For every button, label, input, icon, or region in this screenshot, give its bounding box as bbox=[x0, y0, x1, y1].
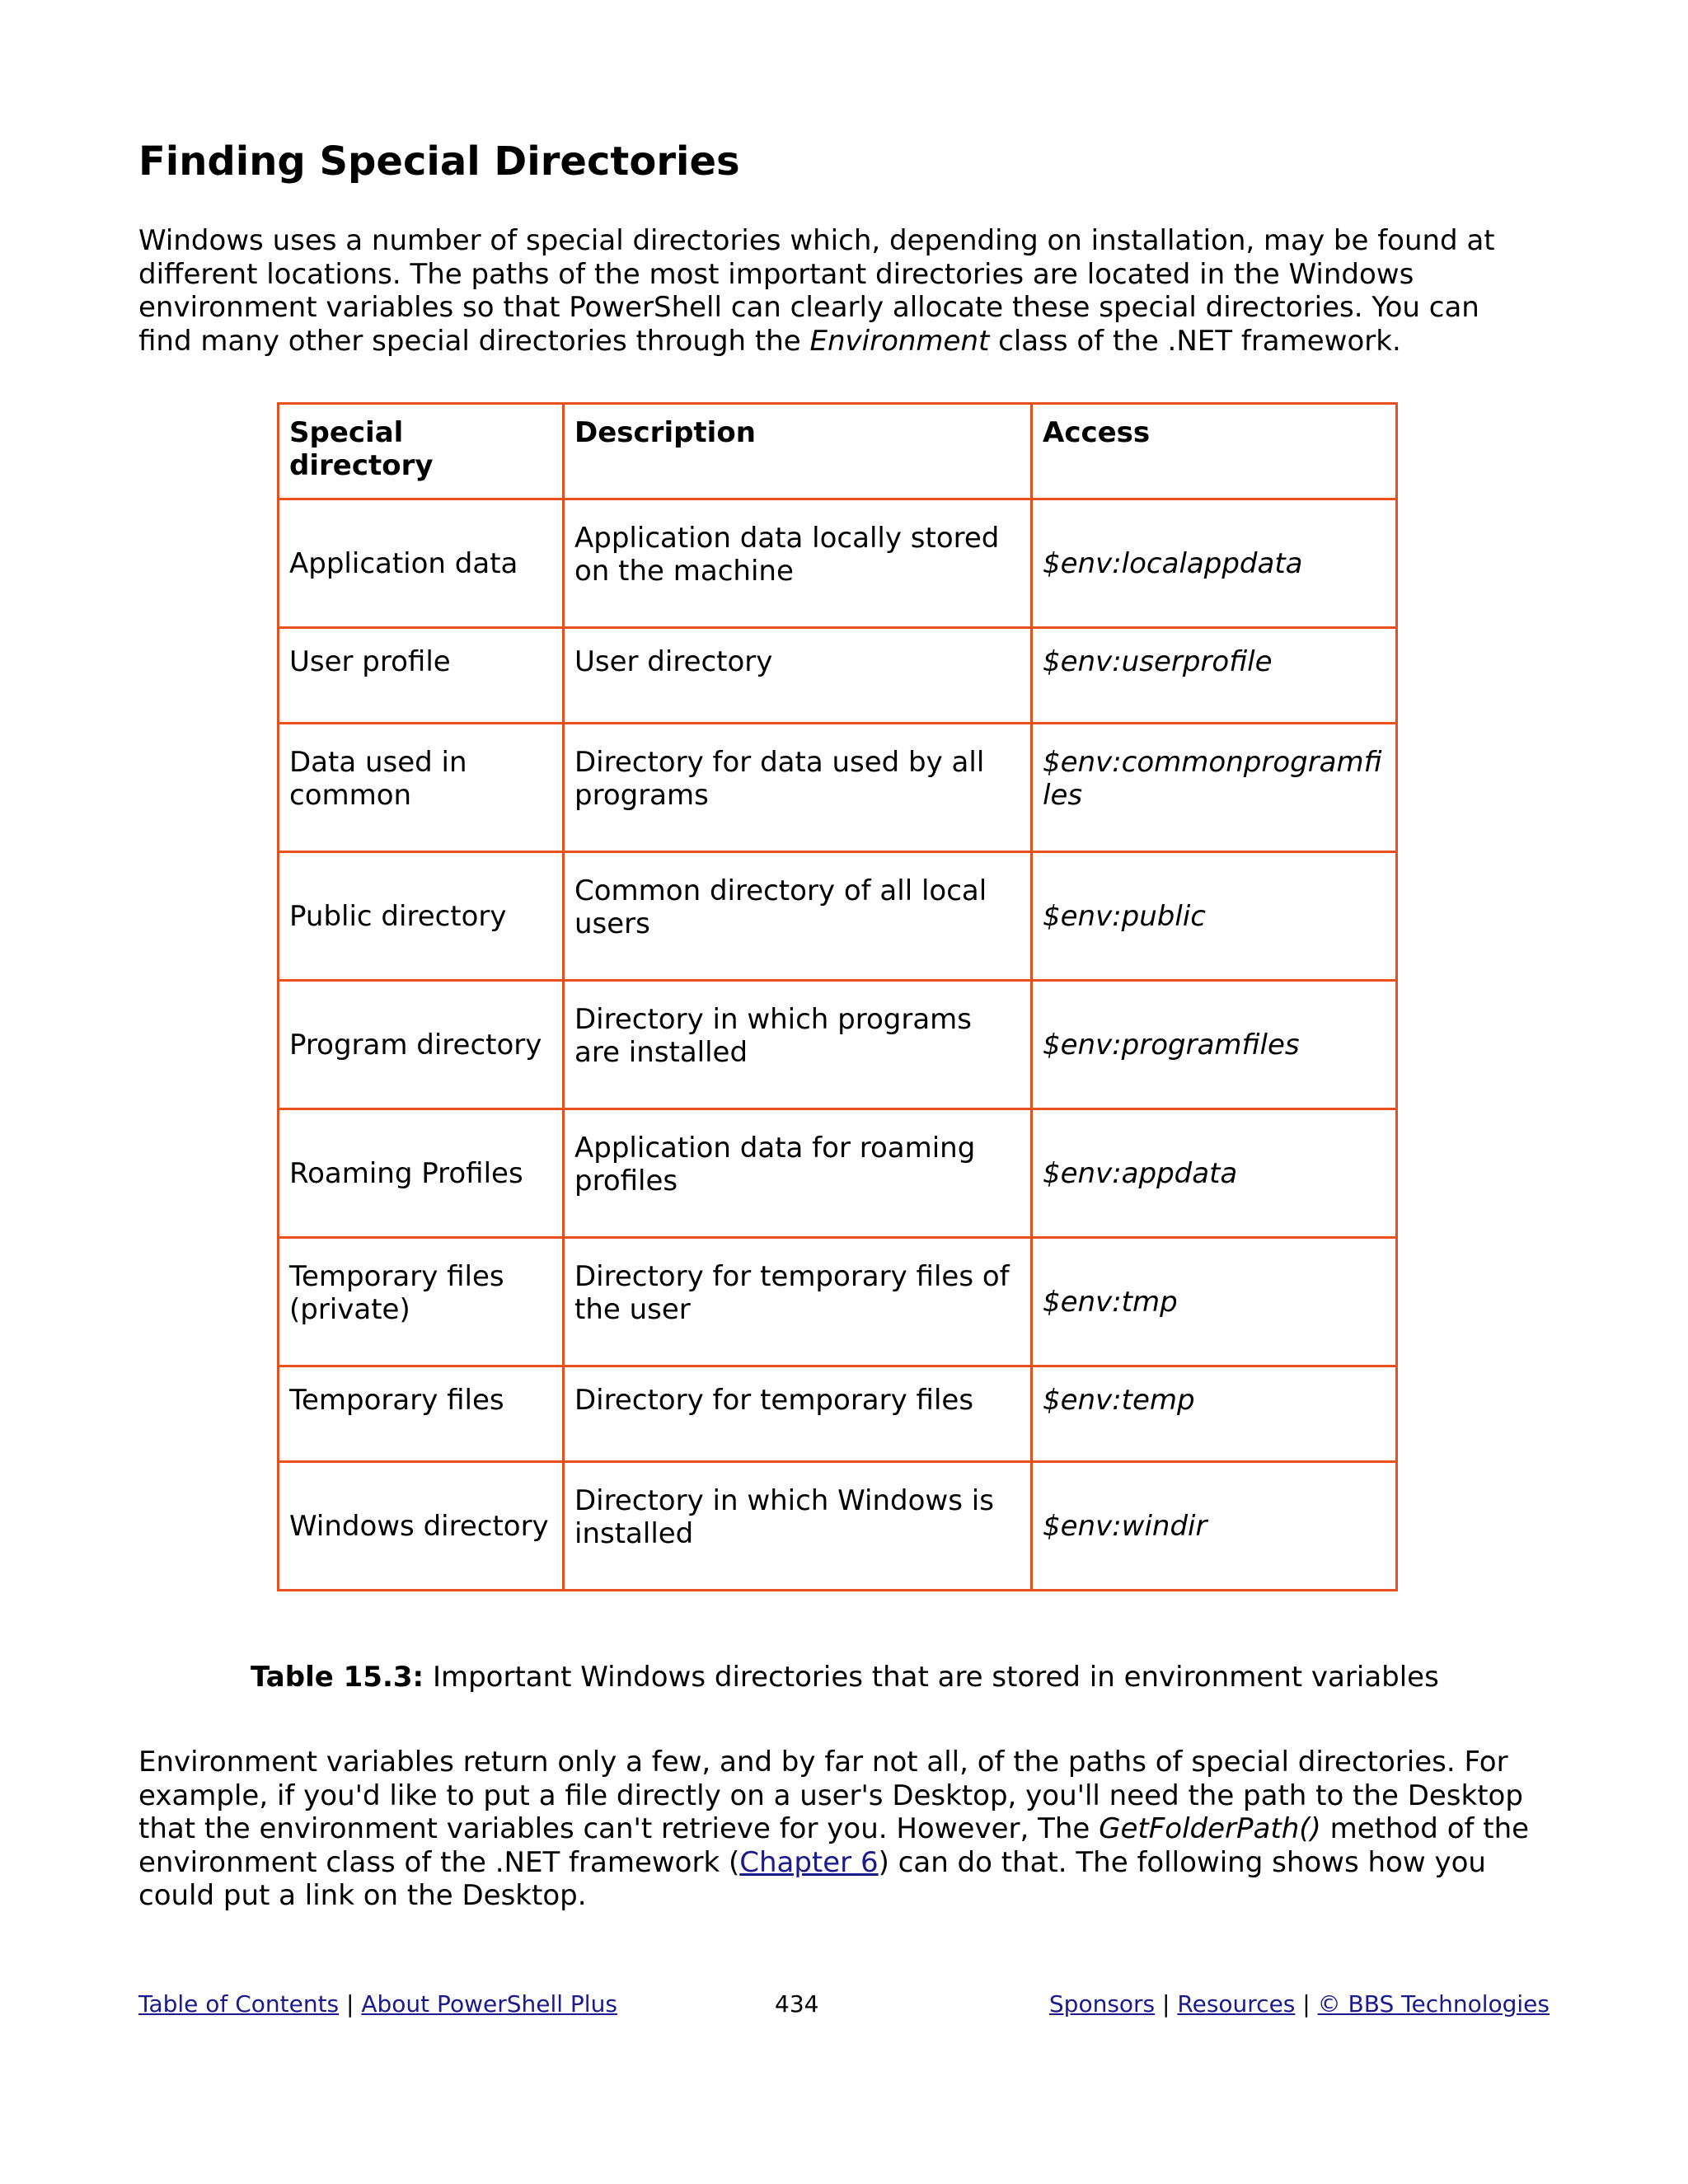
cell-description: Directory for temporary files of the user bbox=[564, 1238, 1032, 1366]
cell-access: $env:commonprogramfiles bbox=[1032, 724, 1397, 852]
intro-text-2: class of the .NET framework. bbox=[989, 324, 1401, 358]
outro-text-2: method of the environment class of the .NET framework ( bbox=[138, 1812, 1530, 1879]
outro-text-3: ) can do that. The following shows how you could put a link on the Desktop. bbox=[138, 1845, 1486, 1912]
cell-description: Directory in which Windows is installed bbox=[564, 1462, 1032, 1591]
cell-directory: Roaming Profiles bbox=[279, 1109, 564, 1238]
table-row bbox=[279, 628, 1397, 724]
cell-access: $env:userprofile bbox=[1032, 628, 1397, 724]
header-access: Access bbox=[1032, 404, 1397, 499]
cell-directory: Program directory bbox=[279, 981, 564, 1109]
footer-left-links bbox=[138, 1990, 617, 2019]
cell-directory: Temporary files (private) bbox=[279, 1238, 564, 1366]
table-caption bbox=[251, 1661, 1439, 1694]
footer-right-links bbox=[1049, 1990, 1550, 2019]
table-row bbox=[279, 1109, 1397, 1238]
caption-text: Important Windows directories that are stored in environment variables bbox=[424, 1661, 1439, 1694]
outro-paragraph bbox=[138, 1746, 1540, 1913]
resources-link[interactable]: Resources bbox=[1177, 1990, 1296, 2018]
cell-description: Directory for temporary files bbox=[564, 1366, 1032, 1462]
cell-access: $env:temp bbox=[1032, 1366, 1397, 1462]
table-row bbox=[279, 1366, 1397, 1462]
cell-description: User directory bbox=[564, 628, 1032, 724]
table-row bbox=[279, 1462, 1397, 1591]
cell-access: $env:windir bbox=[1032, 1462, 1397, 1591]
cell-directory: User profile bbox=[279, 628, 564, 724]
cell-directory: Public directory bbox=[279, 852, 564, 981]
page-title: Finding Special Directories bbox=[138, 138, 740, 185]
intro-paragraph bbox=[138, 224, 1540, 358]
sponsors-link[interactable]: Sponsors bbox=[1048, 1990, 1156, 2018]
bbs-technologies-link[interactable]: © BBS Technologies bbox=[1317, 1990, 1550, 2018]
outro-emphasis: GetFolderPath() bbox=[1099, 1812, 1321, 1845]
table-row bbox=[279, 1238, 1397, 1366]
cell-description: Common directory of all local users bbox=[564, 852, 1032, 981]
cell-description: Application data locally stored on the machine bbox=[564, 499, 1032, 628]
special-directories-table bbox=[277, 402, 1398, 1591]
cell-directory: Windows directory bbox=[279, 1462, 564, 1591]
cell-description: Application data for roaming profiles bbox=[564, 1109, 1032, 1238]
cell-description: Directory for data used by all programs bbox=[564, 724, 1032, 852]
cell-description: Directory in which programs are installed bbox=[564, 981, 1032, 1109]
footer-separator: | bbox=[1295, 1990, 1318, 2018]
table-of-contents-link[interactable]: Table of Contents bbox=[138, 1990, 340, 2018]
cell-access: $env:public bbox=[1032, 852, 1397, 981]
cell-directory: Temporary files bbox=[279, 1366, 564, 1462]
chapter-6-link[interactable]: Chapter 6 bbox=[739, 1845, 879, 1879]
cell-directory: Data used in common bbox=[279, 724, 564, 852]
cell-access: $env:programfiles bbox=[1032, 981, 1397, 1109]
cell-directory: Application data bbox=[279, 499, 564, 628]
cell-access: $env:localappdata bbox=[1032, 499, 1397, 628]
page-number: 434 bbox=[775, 1990, 819, 2018]
footer-separator: | bbox=[1155, 1990, 1178, 2018]
outro-text-1: Environment variables return only a few, and by far not all, of the paths of special directories. For example, if you'd like to put a file directly on a user's Desktop, you'll need the path to the Desktop that the environment variables can't retrieve for you. However, The bbox=[138, 1746, 1523, 1845]
header-special-directory: Special directory bbox=[279, 404, 564, 499]
table-row bbox=[279, 724, 1397, 852]
table-row bbox=[279, 499, 1397, 628]
table-row bbox=[279, 852, 1397, 981]
intro-text-1: Windows uses a number of special directories which, depending on installation, may be found at different locations. The paths of the most important directories are located in the Windows environment variables so that PowerShell can clearly allocate these special directories. You can find many other special directories through the bbox=[138, 224, 1495, 358]
about-powershell-plus-link[interactable]: About PowerShell Plus bbox=[361, 1990, 617, 2018]
cell-access: $env:tmp bbox=[1032, 1238, 1397, 1366]
cell-access: $env:appdata bbox=[1032, 1109, 1397, 1238]
header-description: Description bbox=[564, 404, 1032, 499]
footer-separator: | bbox=[339, 1990, 362, 2018]
table-header-row bbox=[279, 404, 1397, 499]
caption-label: Table 15.3: bbox=[251, 1661, 424, 1694]
table-row bbox=[279, 981, 1397, 1109]
intro-emphasis: Environment bbox=[809, 324, 990, 358]
